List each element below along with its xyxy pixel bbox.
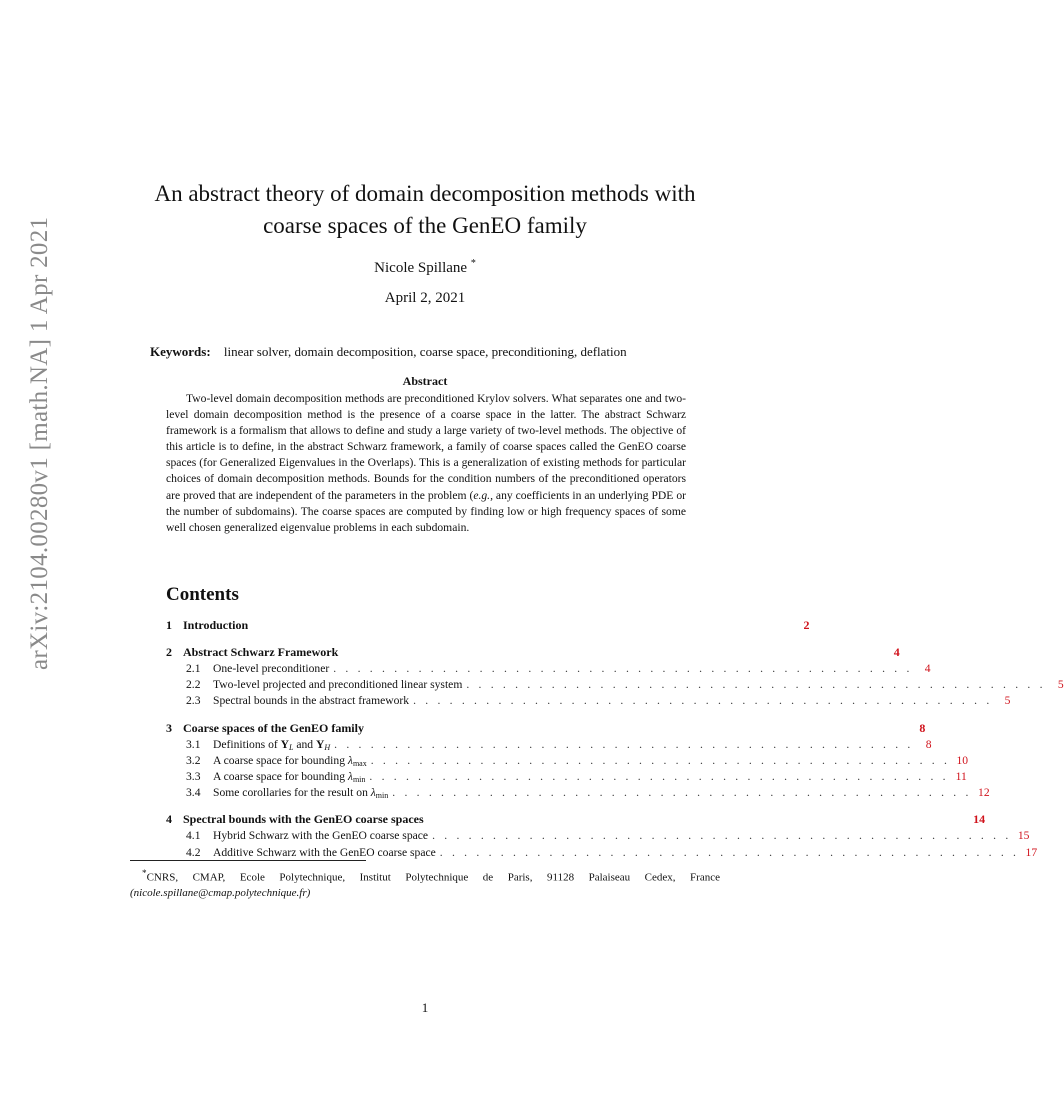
keywords-text: linear solver, domain decomposition, coarse space, preconditioning, deflation xyxy=(223,344,627,359)
toc-page-link[interactable]: 12 xyxy=(978,786,990,800)
toc-leader: . . . . . . . . . . . . . . . . . . . . . . . . . . . . . . . . . . . . . . . . . . . . . . . . xyxy=(392,786,972,800)
toc-number: 3.2 xyxy=(186,753,201,767)
toc-number: 3.1 xyxy=(186,737,201,751)
toc-leader: . . . . . . . . . . . . . . . . . . . . . . . . . . . . . . . . . . . . . . . . . . . . . . . . xyxy=(439,845,1020,859)
toc-page-link[interactable]: 8 xyxy=(925,737,932,751)
toc-title-text: Definitions of xyxy=(213,737,281,751)
toc-title-text: Some corollaries for the result on xyxy=(213,786,371,800)
toc-title[interactable] xyxy=(213,738,330,752)
toc-title[interactable]: Introduction xyxy=(183,618,249,632)
lambda-symbol: λ xyxy=(370,786,376,800)
toc-leader: . . . . . . . . . . . . . . . . . . . . . . . . . . . . . . . . . . . . . . . . . . . . . . . . xyxy=(369,769,949,783)
footnote-email[interactable]: (nicole.spillane@cmap.polytechnique.fr) xyxy=(130,886,311,899)
keywords xyxy=(150,344,710,360)
lambda-symbol: λ xyxy=(347,769,353,783)
page-number: 1 xyxy=(421,1000,429,1015)
toc-title[interactable]: Spectral bounds with the GenEO coarse spaces xyxy=(183,812,424,827)
toc-title[interactable]: Abstract Schwarz Framework xyxy=(183,645,339,659)
title-line-2: coarse spaces of the GenEO family xyxy=(263,213,587,238)
abstract-eg: e.g., xyxy=(473,488,493,502)
toc-page-link[interactable]: 5 xyxy=(1057,678,1064,692)
toc-entry-geneo-family[interactable] xyxy=(166,720,926,738)
toc-entry-spectral-bounds-geneo[interactable] xyxy=(166,812,986,829)
toc-page-link[interactable]: 15 xyxy=(1017,829,1030,843)
toc-entry-two-level[interactable] xyxy=(166,678,1064,694)
toc-entry-lambda-max[interactable] xyxy=(166,753,969,770)
toc-group-3 xyxy=(166,720,990,803)
toc-page-link[interactable]: 4 xyxy=(893,645,900,659)
toc-page-link[interactable]: 5 xyxy=(1004,694,1011,708)
subscript-max: max xyxy=(352,758,367,768)
toc-title[interactable]: Hybrid Schwarz with the GenEO coarse space xyxy=(213,829,429,843)
subscript-h: H xyxy=(324,742,331,752)
toc-leader: . . . . . . . . . . . . . . . . . . . . . . . . . . . . . . . . . . . . . . . . . . . . . . . . xyxy=(413,694,993,708)
toc-entry-lambda-min[interactable] xyxy=(166,769,967,786)
toc-title-text: A coarse space for bounding xyxy=(213,769,348,783)
toc-entry-corollaries[interactable] xyxy=(166,786,990,802)
contents-heading: Contents xyxy=(166,584,239,605)
toc-entry-introduction[interactable] xyxy=(166,618,810,635)
toc-group-4 xyxy=(166,812,1038,861)
date: April 2, 2021 xyxy=(384,290,466,306)
abstract-body xyxy=(166,391,686,536)
toc-title[interactable] xyxy=(213,754,367,768)
footnote xyxy=(130,866,720,901)
toc-number: 3 xyxy=(166,720,172,735)
toc-leader: . . . . . . . . . . . . . . . . . . . . . . . . . . . . . . . . . . . . . . . . . . . . . . . . xyxy=(334,737,914,751)
abstract-text-1: Two-level domain decomposition methods are preconditioned Krylov solvers. What separates one and two- level domain decomposition method is the presence of a coarse space in the latter. The abstract Schwarz framework is a formalism that allows to define and study a large variety of two-level methods. The objective of this article is to define, in the abstract Schwarz framework, a family of coarse spaces called the GenEO coarse spaces (for Generalized Eigenvalues in the Overlaps). This is a generalization of existing methods for particular choices of domain decomposition methods. Bounds for the condition numbers of the preconditioned operators are proved that are independent of the parameters in the problem ( xyxy=(166,392,686,502)
toc-number: 3.4 xyxy=(186,786,201,800)
toc-title[interactable] xyxy=(213,770,365,784)
toc-entry-hybrid-schwarz[interactable] xyxy=(166,829,1030,845)
toc-number: 2.1 xyxy=(186,662,201,675)
toc-entry-one-level[interactable] xyxy=(166,662,931,678)
toc-title[interactable]: Two-level projected and preconditioned linear system xyxy=(213,678,463,692)
toc-leader: . . . . . . . . . . . . . . . . . . . . . . . . . . . . . . . . . . . . . . . . . . . . . . . . xyxy=(432,829,1012,843)
toc-leader: . . . . . . . . . . . . . . . . . . . . . . . . . . . . . . . . . . . . . . . . . . . . . . . . xyxy=(370,753,951,767)
toc-number: 4.2 xyxy=(186,845,201,859)
toc-number: 4.1 xyxy=(186,829,201,843)
paper-title xyxy=(100,178,750,242)
toc-page-link[interactable]: 2 xyxy=(803,618,810,632)
symbol-y: Y xyxy=(280,737,289,751)
arxiv-stamp: arXiv:2104.00280v1 [math.NA] 1 Apr 2021 xyxy=(26,216,53,670)
title-line-1: An abstract theory of domain decomposition methods with xyxy=(154,181,696,206)
toc-number: 4 xyxy=(166,812,172,827)
toc-number: 1 xyxy=(166,618,172,632)
toc-page-link[interactable]: 14 xyxy=(973,812,986,827)
toc-title[interactable]: One-level preconditioner xyxy=(213,662,330,675)
toc-page-link[interactable]: 4 xyxy=(924,662,931,675)
author-footnote-mark[interactable]: * xyxy=(470,258,476,269)
toc-group-2 xyxy=(166,645,1064,711)
toc-entry-definitions[interactable] xyxy=(166,737,932,754)
toc-group-1 xyxy=(166,618,810,635)
footnote-affiliation: CNRS, CMAP, Ecole Polytechnique, Institut Polytechnique de Paris, 91128 Palaiseau Cedex, France xyxy=(146,871,720,884)
toc-title[interactable]: Coarse spaces of the GenEO family xyxy=(183,720,364,735)
footnote-mark: * xyxy=(142,868,147,878)
abstract-heading: Abstract xyxy=(402,374,448,388)
toc-page-link[interactable]: 11 xyxy=(955,769,967,783)
keywords-label: Keywords: xyxy=(150,344,211,359)
toc-title[interactable]: Spectral bounds in the abstract framework xyxy=(213,694,410,708)
toc-leader: . . . . . . . . . . . . . . . . . . . . . . . . . . . . . . . . . . . . . . . . . . . . . . . . xyxy=(333,662,913,675)
toc-page-link[interactable]: 17 xyxy=(1025,845,1038,859)
toc-leader: . . . . . . . . . . . . . . . . . . . . . . . . . . . . . . . . . . . . . . . . . . . . . . . . xyxy=(466,678,1046,692)
toc-title[interactable]: Additive Schwarz with the GenEO coarse space xyxy=(213,845,436,859)
toc-title[interactable] xyxy=(213,786,388,800)
toc-entry-spectral-bounds-abstract[interactable] xyxy=(166,694,1011,710)
toc-number: 2 xyxy=(166,645,172,659)
author-name: Nicole Spillane xyxy=(374,260,468,276)
footnote-rule xyxy=(130,860,366,861)
subscript-min: min xyxy=(352,774,366,784)
author xyxy=(100,258,750,277)
abstract-text-2: any coefficients in an underlying PDE or the number of subdomains). The coarse spaces are computed by finding low or high frequency spaces of some well chosen generalized eigenvalue problems in each subdomain. xyxy=(166,488,686,534)
subscript-min: min xyxy=(375,791,389,801)
toc-number: 2.2 xyxy=(186,678,201,692)
toc-entry-abstract-schwarz[interactable] xyxy=(166,645,900,662)
lambda-symbol: λ xyxy=(347,753,353,767)
toc-title-text: A coarse space for bounding xyxy=(213,753,348,767)
symbol-y: Y xyxy=(316,737,325,751)
table-of-contents xyxy=(166,618,1064,872)
toc-page-link[interactable]: 8 xyxy=(919,720,926,735)
toc-page-link[interactable]: 10 xyxy=(956,753,969,767)
toc-title-and: and xyxy=(293,737,316,751)
toc-number: 3.3 xyxy=(186,769,201,783)
toc-number: 2.3 xyxy=(186,694,201,708)
subscript-l: L xyxy=(289,742,294,752)
